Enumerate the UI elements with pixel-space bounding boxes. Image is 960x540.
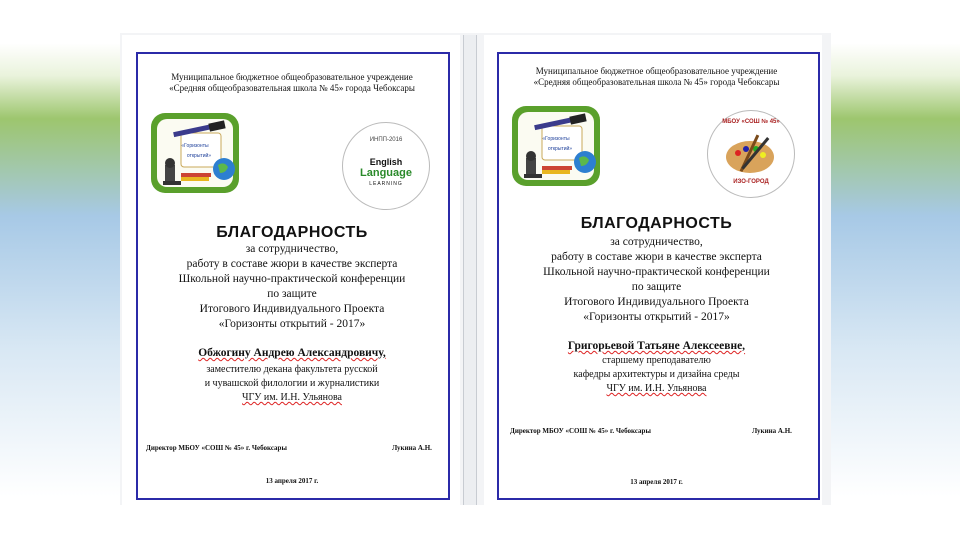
page-separator [463,35,477,505]
svg-text:открытий»: открытий» [186,153,212,159]
right-art-palette-badge [707,110,795,198]
right-position-3: ЧГУ им. И.Н. Ульянова [606,383,707,394]
left-position-2: и чувашской филологии и журналистики [204,378,380,389]
right-body-4: по защите [631,281,682,293]
right-position-2: кафедры архитектуры и дизайна среды [573,369,740,380]
left-body-1: за сотрудничество, [245,243,339,255]
left-recipient-name: Обжогину Андрею Александровичу, [198,347,386,359]
left-body-2: работу в составе жюри в качестве эксперта [186,258,398,270]
left-body-6: «Горизонты открытий - 2017» [218,318,366,330]
left-badge-language: Language [360,167,412,179]
left-badge-top: ИНПП-2016 [369,137,403,143]
svg-text:открытий»: открытий» [547,146,573,152]
left-director: Директор МБОУ «СОШ № 45» г. Чебоксары [146,444,287,452]
right-body-3: Школьной научно-практической конференции [543,266,770,278]
right-body-6: «Горизонты открытий - 2017» [583,311,730,323]
left-body-5: Итогового Индивидуального Проекта [199,303,385,315]
left-date: 13 апреля 2017 г. [265,477,319,485]
left-signature: Лукина А.Н. [392,444,432,452]
right-recipient-name: Григорьевой Татьяне Алексеевне, [567,340,746,352]
left-header-line-2: «Средняя общеобразовательная школа № 45» города Чебоксары [169,83,415,93]
right-title: БЛАГОДАРНОСТЬ [580,215,733,232]
right-signature: Лукина А.Н. [752,427,792,435]
left-body-3: Школьной научно-практической конференции [178,273,406,285]
left-badge-learning: LEARNING [369,181,403,187]
microscope-globe-icon [512,106,600,186]
right-director: Директор МБОУ «СОШ № 45» г. Чебоксары [510,427,651,435]
left-body-4: по защите [267,288,317,300]
left-conference-logo [151,113,239,193]
microscope-globe-icon [151,113,239,193]
right-badge-bottom: ИЗО-ГОРОД [733,179,769,185]
left-header-line-1: Муниципальное бюджетное общеобразовательное учреждение [171,72,413,82]
svg-text:«Горизонты: «Горизонты [542,136,570,142]
right-body-1: за сотрудничество, [610,236,703,248]
right-conference-logo [512,106,600,186]
right-position-1: старшему преподавателю [602,355,711,366]
left-title: БЛАГОДАРНОСТЬ [216,224,368,241]
svg-text:«Горизонты: «Горизонты [181,143,209,149]
right-header-line-1: Муниципальное бюджетное общеобразовательное учреждение [535,66,778,76]
right-date: 13 апреля 2017 г. [630,478,683,486]
left-position-1: заместителю декана факультета русской [206,364,378,375]
left-position-3: ЧГУ им. И.Н. Ульянова [242,392,342,403]
right-badge-top: МБОУ «СОШ № 45» [722,119,780,125]
left-badge-english: English [369,157,403,167]
right-body-5: Итогового Индивидуального Проекта [564,296,749,308]
right-header-line-2: «Средняя общеобразовательная школа № 45» города Чебоксары [533,77,780,87]
left-english-language-badge [342,122,430,210]
right-body-2: работу в составе жюри в качестве эксперта [551,251,762,263]
